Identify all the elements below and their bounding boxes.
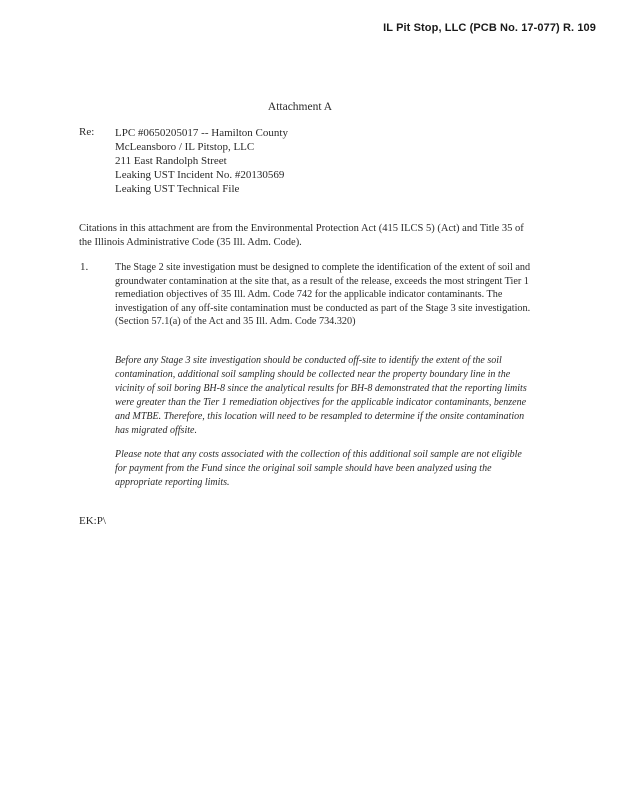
item-number: 1.: [80, 261, 89, 273]
citation-paragraph: Citations in this attachment are from the Environmental Protection Act (415 ILCS 5) (Act) and Title 35 of the Illinois Administrative Code (35 Ill. Adm. Code).: [79, 223, 524, 248]
item-text: The Stage 2 site investigation must be designed to complete the identification of the extent of soil and groundwater contamination at the site that, as a result of the release, exceeds the most stringent Tier 1 remediation objectives of 35 Ill. Adm. Code 742 for the applicable indicator contaminants. The investigation of any off-site contamination must be conducted as part of the Stage 3 site investigation. (Section 57.1(a) of the Act and 35 Ill. Adm. Code 734.320): [115, 262, 531, 328]
item-note-resampling: Before any Stage 3 site investigation should be conducted off-site to identify the extent of the soil contamination, additional soil sampling should be collected near the property boundary line in the vicinity of soil boring BH-8 since the analytical results for BH-8 demonstrated that the reporting limits were greater than the Tier 1 remediation objectives for the applicable indicator contaminants, benzene and MTBE. Therefore, this location will need to be resampled to determine if the onsite contamination has migrated offsite.: [115, 355, 527, 436]
case-reference-stamp: IL Pit Stop, LLC (PCB No. 17-077) R. 109: [383, 22, 596, 34]
attachment-title: Attachment A: [267, 101, 333, 113]
re-line-address: 211 East Randolph Street: [115, 155, 227, 167]
re-block: [115, 126, 288, 196]
re-line-owner: McLeansboro / IL Pitstop, LLC: [115, 141, 255, 153]
author-initials: EK:P\: [79, 515, 106, 527]
re-line-incident: Leaking UST Incident No. #20130569: [115, 169, 285, 181]
re-line-lpc: LPC #0650205017 -- Hamilton County: [115, 127, 288, 139]
re-label: Re:: [79, 126, 95, 138]
item-note-costs: Please note that any costs associated with the collection of this additional soil sample are not eligible for payment from the Fund since the original soil sample should have been analyzed using the appropriate reporting limits.: [115, 449, 522, 488]
re-line-file: Leaking UST Technical File: [115, 183, 240, 195]
